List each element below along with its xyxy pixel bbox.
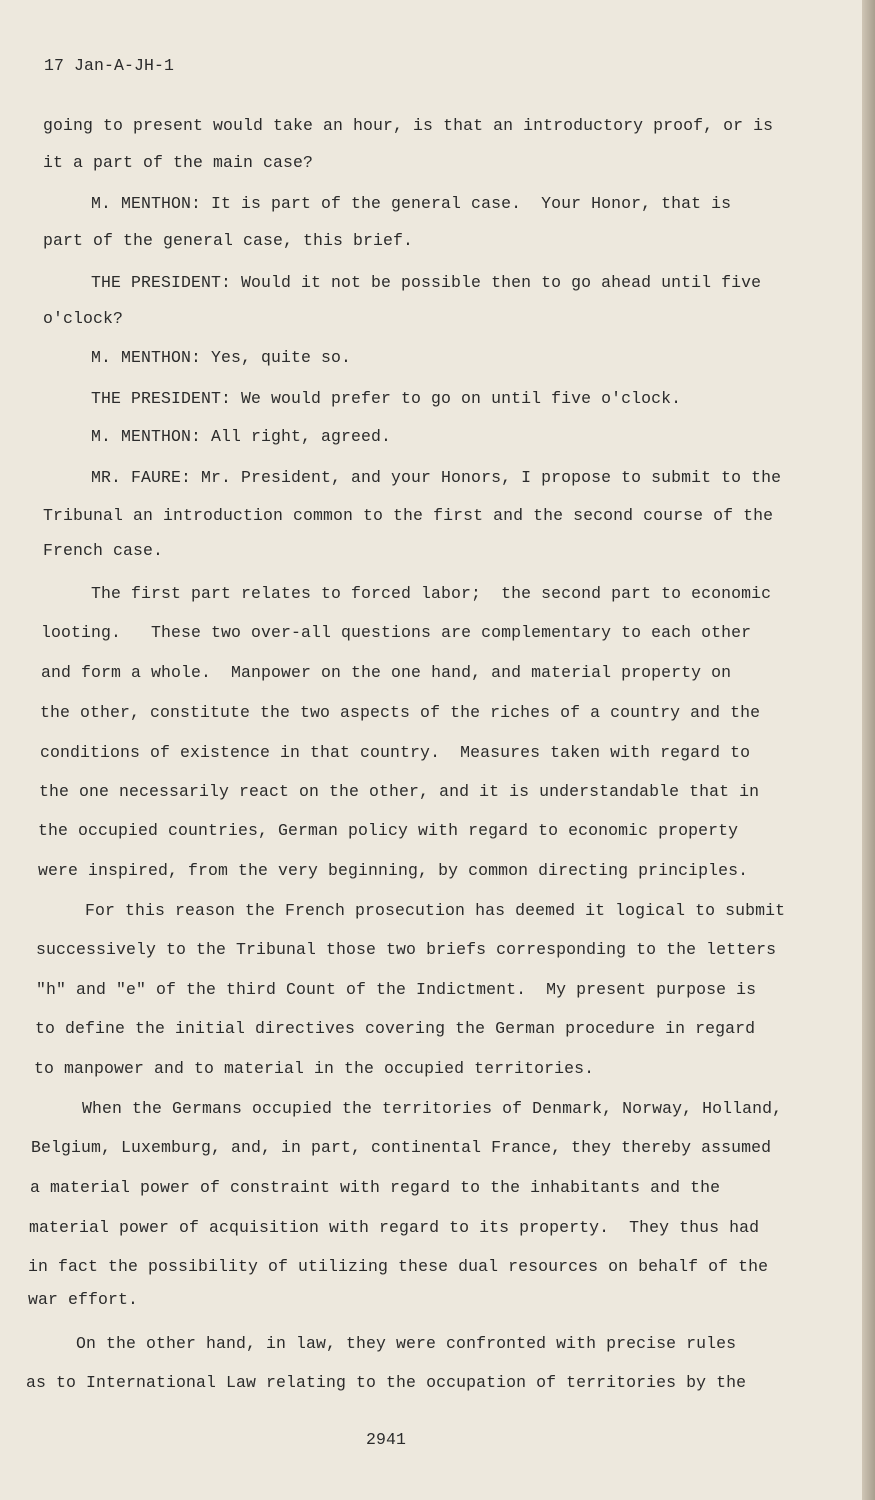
page-number: 2941	[366, 1430, 407, 1449]
text-line: were inspired, from the very beginning, by common directing principles.	[38, 861, 749, 880]
text-line: The first part relates to forced labor; the second part to economic	[91, 584, 772, 603]
text-line: On the other hand, in law, they were confronted with precise rules	[76, 1334, 737, 1353]
text-line: looting. These two over-all questions are complementary to each other	[41, 623, 752, 642]
text-line: the occupied countries, German policy with regard to economic property	[38, 821, 739, 840]
page-edge	[862, 0, 875, 1500]
text-line: When the Germans occupied the territories of Denmark, Norway, Holland,	[82, 1099, 783, 1118]
text-line: "h" and "e" of the third Count of the Indictment. My present purpose is	[36, 980, 757, 999]
text-line: For this reason the French prosecution has deemed it logical to submit	[85, 901, 786, 920]
text-line: material power of acquisition with regard to its property. They thus had	[29, 1218, 760, 1237]
text-line: a material power of constraint with regard to the inhabitants and the	[30, 1178, 721, 1197]
text-line: M. MENTHON: Yes, quite so.	[91, 348, 352, 367]
text-line: the one necessarily react on the other, and it is understandable that in	[39, 782, 760, 801]
text-line: o'clock?	[43, 309, 124, 328]
text-line: going to present would take an hour, is that an introductory proof, or is	[43, 116, 774, 135]
text-line: to manpower and to material in the occupied territories.	[34, 1059, 595, 1078]
text-line: war effort.	[28, 1290, 139, 1309]
text-line: conditions of existence in that country. Measures taken with regard to	[40, 743, 751, 762]
text-line: it a part of the main case?	[43, 153, 314, 172]
text-line: THE PRESIDENT: We would prefer to go on until five o'clock.	[91, 389, 682, 408]
text-line: the other, constitute the two aspects of the riches of a country and the	[40, 703, 761, 722]
text-line: M. MENTHON: All right, agreed.	[91, 427, 392, 446]
text-line: part of the general case, this brief.	[43, 231, 414, 250]
text-line: as to International Law relating to the occupation of territories by the	[26, 1373, 747, 1392]
text-line: and form a whole. Manpower on the one hand, and material property on	[41, 663, 732, 682]
text-line: to define the initial directives covering the German procedure in regard	[35, 1019, 756, 1038]
text-line: Tribunal an introduction common to the first and the second course of the	[43, 506, 774, 525]
text-line: THE PRESIDENT: Would it not be possible then to go ahead until five	[91, 273, 762, 292]
text-line: Belgium, Luxemburg, and, in part, continental France, they thereby assumed	[31, 1138, 772, 1157]
text-line: successively to the Tribunal those two briefs corresponding to the letters	[36, 940, 777, 959]
text-line: French case.	[43, 541, 164, 560]
text-line: in fact the possibility of utilizing these dual resources on behalf of the	[28, 1257, 769, 1276]
text-line: M. MENTHON: It is part of the general case. Your Honor, that is	[91, 194, 732, 213]
text-line: MR. FAURE: Mr. President, and your Honors, I propose to submit to the	[91, 468, 782, 487]
page-header: 17 Jan-A-JH-1	[44, 56, 175, 75]
